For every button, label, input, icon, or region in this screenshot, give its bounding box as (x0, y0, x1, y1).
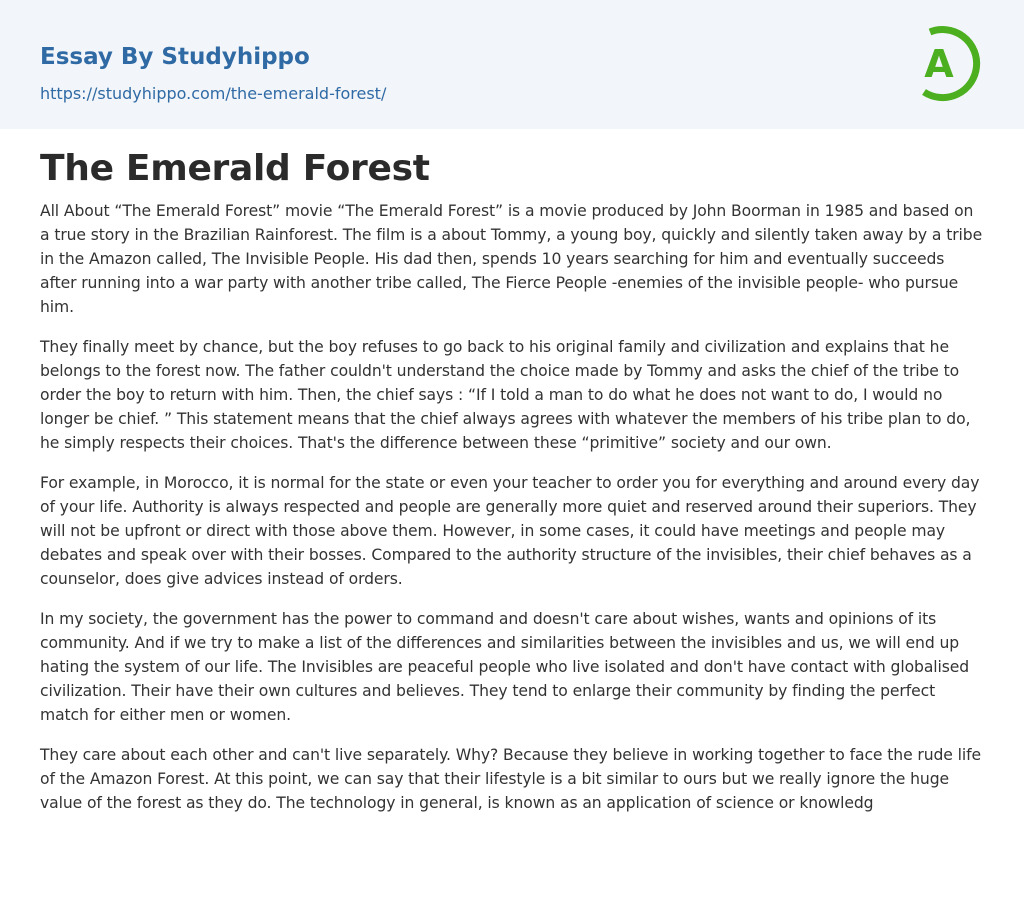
site-brand[interactable]: Essay By Studyhippo (40, 44, 310, 70)
article-paragraph-2: They finally meet by chance, but the boy refuses to go back to his original family and civilization and explains that he belongs to the forest now. The father couldn't understand the choice made by Tommy and asks the chief of the tribe to order the boy to return with him. Then, the chief says : “If I told a man to do what he does not want to do, I would no longer be chief. ” This statement means that the chief always agrees with whatever the members of his tribe plan to do, he simply respects their choices. That's the difference between these “primitive” society and our own. (40, 338, 971, 452)
studyhippo-logo-icon[interactable] (912, 18, 988, 106)
article-paragraph-4: In my society, the government has the power to command and doesn't care about wishes, wants and opinions of its community. And if we try to make a list of the differences and similarities between the invisibles and us, we will end up hating the system of our life. The Invisibles are peaceful people who live isolated and don't have contact with globalised civilization. Their have their own cultures and believes. They tend to enlarge their community by finding the perfect match for either men or women. (40, 610, 970, 724)
essay-url-link[interactable]: https://studyhippo.com/the-emerald-forest/ (40, 84, 387, 103)
article-title: The Emerald Forest (40, 148, 430, 189)
logo-letter: A (924, 42, 954, 86)
article-paragraph-1: All About “The Emerald Forest” movie “The Emerald Forest” is a movie produced by John Boorman in 1985 and based on a true story in the Brazilian Rainforest. The film is a about Tommy, a young boy, quickly and silently taken away by a tribe in the Amazon called, The Invisible People. His dad then, spends 10 years searching for him and eventually succeeds after running into a war party with another tribe called, The Fierce People -enemies of the invisible people- who pursue him. (40, 202, 983, 316)
article-body (0, 129, 1024, 815)
article-paragraph-3: For example, in Morocco, it is normal for the state or even your teacher to order you for everything and around every day of your life. Authority is always respected and people are generally more quiet and reserved around their superiors. They will not be upfront or direct with those above them. However, in some cases, it could have meetings and people may debates and speak over with their bosses. Compared to the authority structure of the invisibles, their chief behaves as a counselor, does give advices instead of orders. (40, 474, 980, 588)
article-paragraph-5: They care about each other and can't live separately. Why? Because they believe in working together to face the rude life of the Amazon Forest. At this point, we can say that their lifestyle is a bit similar to ours but we really ignore the huge value of the forest as they do. The technology in general, is known as an application of science or knowledg (40, 746, 982, 812)
site-header (0, 0, 1024, 129)
